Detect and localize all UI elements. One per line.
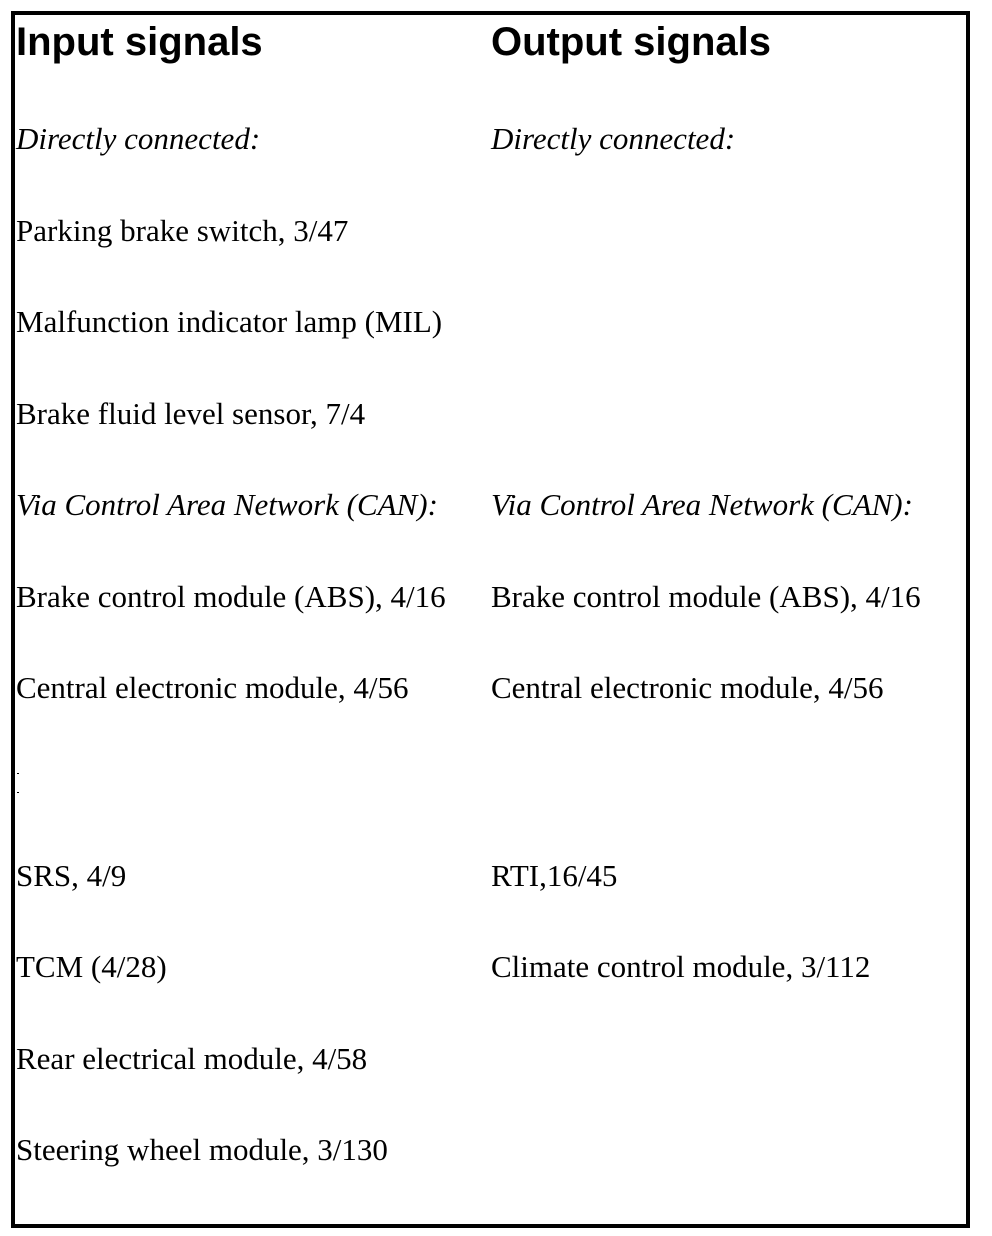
input-can-item: Rear electrical module, 4/58 xyxy=(16,1041,368,1076)
output-can-item: Climate control module, 3/112 xyxy=(491,949,871,984)
input-can-item: TCM (4/28) xyxy=(16,949,167,984)
output-signals-heading: Output signals xyxy=(491,20,771,64)
stray-mark xyxy=(17,792,19,793)
output-directly-connected-label: Directly connected: xyxy=(491,121,736,156)
input-can-label: Via Control Area Network (CAN): xyxy=(16,487,438,522)
output-can-item: Central electronic module, 4/56 xyxy=(491,670,884,705)
stray-mark xyxy=(17,773,19,774)
output-can-label: Via Control Area Network (CAN): xyxy=(491,487,913,522)
input-signals-heading: Input signals xyxy=(16,20,263,64)
input-direct-item: Brake fluid level sensor, 7/4 xyxy=(16,396,366,431)
input-can-item: Steering wheel module, 3/130 xyxy=(16,1132,388,1167)
input-can-item: Central electronic module, 4/56 xyxy=(16,670,409,705)
input-direct-item: Parking brake switch, 3/47 xyxy=(16,213,349,248)
output-can-item: RTI,16/45 xyxy=(491,858,618,893)
input-can-item: SRS, 4/9 xyxy=(16,858,127,893)
input-directly-connected-label: Directly connected: xyxy=(16,121,261,156)
input-can-item: Brake control module (ABS), 4/16 xyxy=(16,579,446,614)
output-can-item: Brake control module (ABS), 4/16 xyxy=(491,579,921,614)
input-direct-item: Malfunction indicator lamp (MIL) xyxy=(16,304,443,339)
